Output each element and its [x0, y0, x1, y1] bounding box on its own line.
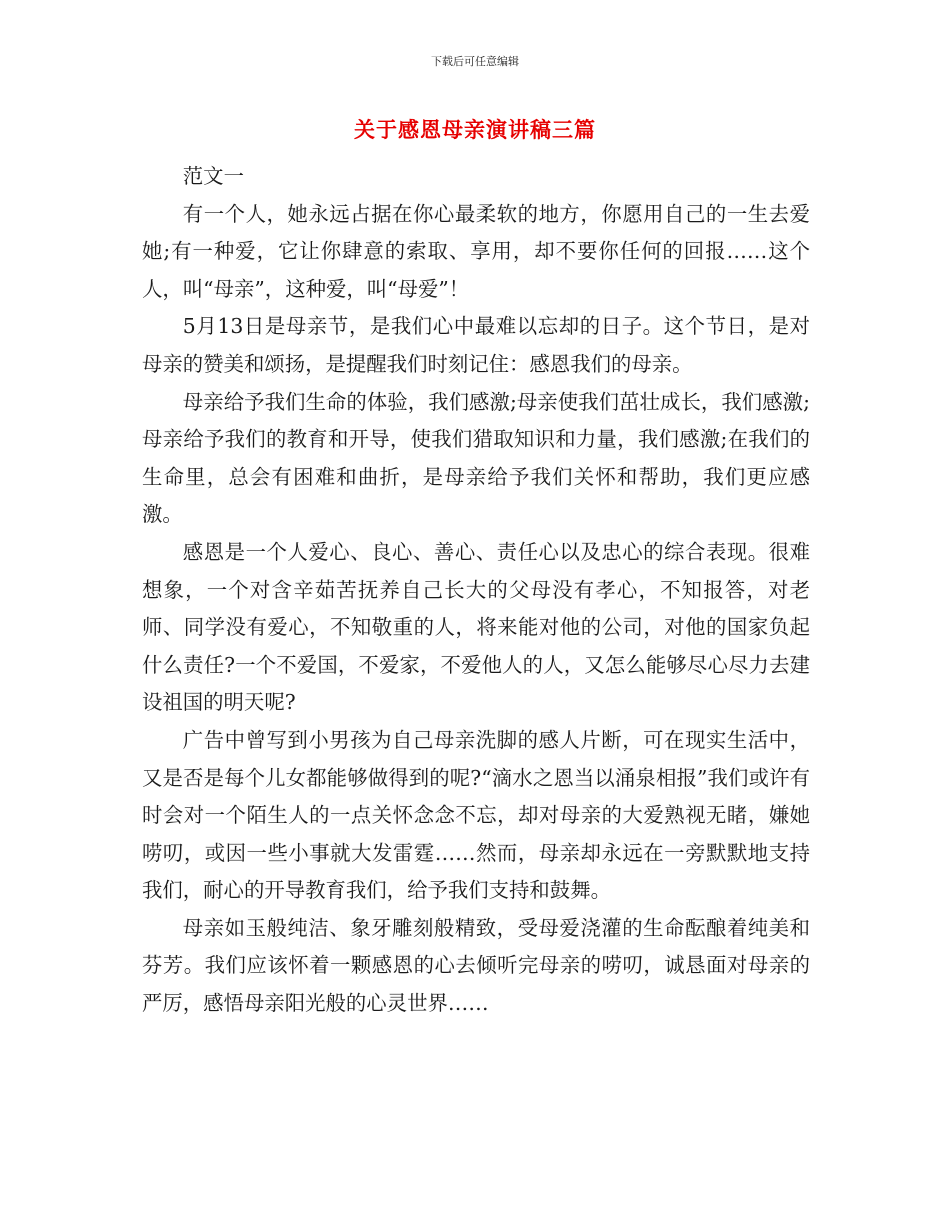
paragraph-5: 广告中曾写到小男孩为自己母亲洗脚的感人片断，可在现实生活中，又是否是每个儿女都能够做得到的呢?“滴水之恩当以涌泉相报”我们或许有时会对一个陌生人的一点关怀念念不忘，却对母亲的大爱熟视无睹，嫌她唠叨，或因一些小事就大发雷霆……然而，母亲却永远在一旁默默地支持我们，耐心的开导教育我们，给予我们支持和鼓舞。 [142, 727, 810, 903]
section-label: 范文一 [182, 164, 244, 188]
paragraph-3: 母亲给予我们生命的体验，我们感激;母亲使我们茁壮成长，我们感激;母亲给予我们的教育和开导，使我们猎取知识和力量，我们感激;在我们的生命里，总会有困难和曲折，是母亲给予我们关怀和帮助，我们更应感激。 [142, 389, 810, 527]
paragraph-2: 5月13日是母亲节，是我们心中最难以忘却的日子。这个节日，是对母亲的赞美和颂扬，是提醒我们时刻记住：感恩我们的母亲。 [142, 314, 810, 376]
paragraph-6: 母亲如玉般纯洁、象牙雕刻般精致，受母爱浇灌的生命酝酿着纯美和芬芳。我们应该怀着一颗感恩的心去倾听完母亲的唠叨，诚恳面对母亲的严厉，感悟母亲阳光般的心灵世界…… [142, 915, 810, 1016]
paragraph-4: 感恩是一个人爱心、良心、善心、责任心以及忠心的综合表现。很难想象，一个对含辛茹苦抚养自己长大的父母没有孝心，不知报答，对老师、同学没有爱心，不知敬重的人，将来能对他的公司，对他的国家负起什么责任?一个不爱国，不爱家，不爱他人的人，又怎么能够尽心尽力去建设祖国的明天呢? [142, 539, 810, 715]
document-title: 关于感恩母亲演讲稿三篇 [354, 118, 596, 142]
document-body [142, 158, 810, 1023]
header-note: 下载后可任意编辑 [431, 55, 519, 68]
paragraph-1: 有一个人，她永远占据在你心最柔软的地方，你愿用自己的一生去爱她;有一种爱，它让你肆意的索取、享用，却不要你任何的回报……这个人，叫“母亲”，这种爱，叫“母爱”！ [142, 201, 810, 301]
